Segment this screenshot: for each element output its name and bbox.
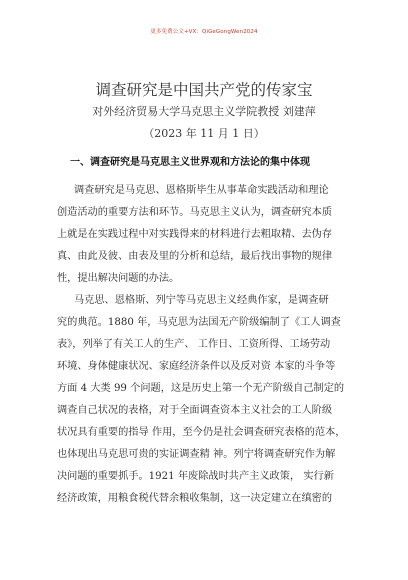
paragraph2-line: 究的典范。1880 年，马克思为法国无产阶级编制了《工人调查: [57, 317, 341, 328]
paragraph2-line: 状况具有重要的指导 作用，至今仍是社会调查研究表格的范本，: [57, 427, 346, 438]
paragraph1-line: 真、由此及彼、由表及里的分析和总结，最后找出事物的规律: [57, 251, 333, 262]
watermark-text: 更多免费公文+VX：QiGeGongWen2024: [150, 29, 258, 35]
paragraph1-line: 上就是在实践过程中对实践得来的材料进行去粗取精、去伪存: [57, 229, 333, 240]
paragraph2-line: 也体现出马克思可贵的实证调查精 神。列宁将调查研究作为解: [57, 449, 336, 460]
paragraph2-line: 调查自己状况的表格，对于全面调查资本主义社会的工人阶级: [57, 405, 333, 416]
paragraph2-line: 经济政策，用粮食税代替余粮收集制，这一决定建立在缜密的: [57, 493, 333, 504]
paragraph2-line: 表》，列举了有关工人的生产、 工作日、工资所得、工场劳动: [57, 339, 331, 350]
paragraph2-line: 方面 4 大类 99 个问题，这是历史上第一个无产阶级自己制定的: [57, 383, 345, 394]
paragraph2-line: 环境、身体健康状况、家庭经济条件以及反对资 本家的斗争等: [57, 361, 336, 372]
paragraph1-line: 创造活动的重要方法和环节。马克思主义认为，调查研究本质: [57, 207, 333, 218]
section-heading: 一、调查研究是马克思主义世界观和方法论的集中体现: [70, 157, 310, 168]
document-title: 调查研究是中国共产党的传家宝: [95, 81, 313, 99]
document-date: （2023 年 11 月 1 日）: [143, 127, 265, 140]
paragraph2-line: 马克思、恩格斯、列宁等马克思主义经典作家，是调查研: [74, 295, 329, 306]
paragraph1-line: 性，提出解决问题的办法。: [57, 273, 180, 284]
author-byline: 对外经济贸易大学马克思主义学院教授 刘建萍: [92, 105, 316, 118]
paragraph2-line: 决问题的重要抓手。1921 年废除战时共产主义政策， 实行新: [57, 471, 334, 482]
paragraph1-line: 调查研究是马克思、恩格斯毕生从事革命实践活动和理论: [74, 185, 329, 196]
